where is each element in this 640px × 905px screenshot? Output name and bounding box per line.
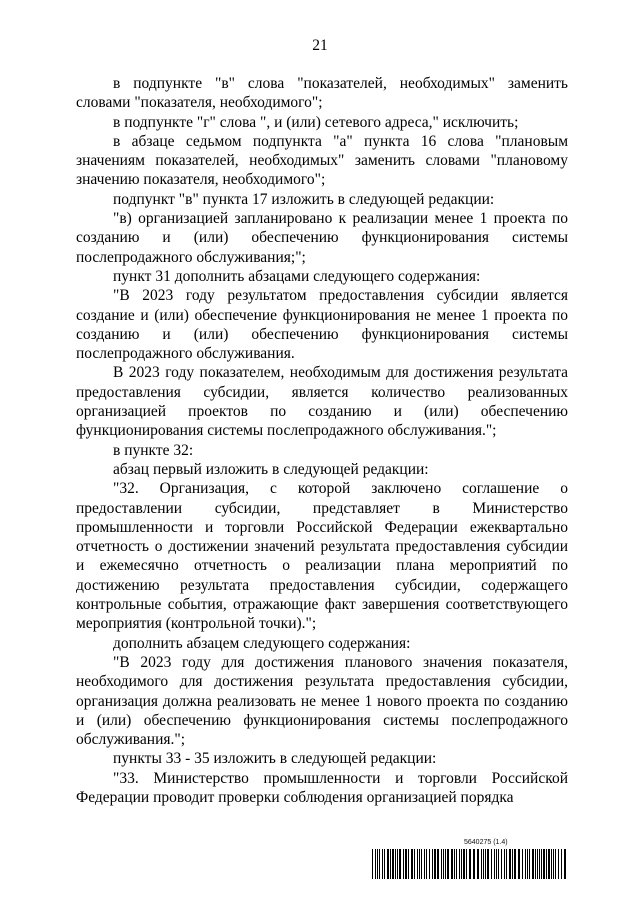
paragraph: в подпункте "г" слова ", и (или) сетевого адреса," исключить; [113, 113, 519, 131]
paragraph: "В 2023 году результатом предоставления субсидии является создание и (или) обеспечение функционирования не менее 1 проекта по созданию и (или) обеспечению функционирования системы послепродажного обслуживания. [76, 287, 568, 363]
paragraph: в пункте 32: [113, 441, 194, 459]
paragraph: пункты 33 - 35 изложить в следующей редакции: [113, 750, 437, 768]
paragraph: "32. Организация, с которой заключено соглашение о предоставлении субсидии, представляет в Министерство промышленности и торговли Российской Федерации ежеквартально отчетность о достижении значений результата предоставления субсидии и ежемесячно отчетность о реализации плана мероприятий по достижению результата предоставления субсидии, содержащего контрольные события, отражающие факт завершения соответствующего мероприятия (контрольной точки)."; [76, 480, 568, 633]
paragraph: пункт 31 дополнить абзацами следующего содержания: [113, 267, 481, 285]
paragraph: "в) организацией запланировано к реализации менее 1 проекта по созданию и (или) обеспечению функционирования системы послепродажного обслуживания;"; [76, 210, 568, 266]
document-code: 5640275 (1.4) [464, 839, 508, 846]
document-body [76, 74, 568, 807]
paragraph: в подпункте "в" слова "показателей, необходимых" заменить словами "показателя, необходимого"; [76, 75, 568, 112]
barcode [370, 849, 570, 879]
paragraph: абзац первый изложить в следующей редакции: [113, 460, 429, 478]
page-number: 21 [312, 37, 328, 54]
paragraph: "33. Министерство промышленности и торговли Российской Федерации проводит проверки соблюдения организацией порядка [76, 769, 568, 806]
paragraph: в абзаце седьмом подпункта "а" пункта 16 слова "плановым значениям показателей, необходимых" заменить словами "плановому значению показателя, необходимого"; [76, 132, 568, 189]
paragraph: В 2023 году показателем, необходимым для достижения результата предоставления субсидии, является количество реализованных организацией проектов по созданию и (или) обеспечению функционирования системы послепродажного обслуживания."; [76, 364, 568, 440]
paragraph: подпункт "в" пункта 17 изложить в следующей редакции: [113, 190, 495, 208]
paragraph: "В 2023 году для достижения планового значения показателя, необходимого для достижения результата предоставления субсидии, организация должна реализовать не менее 1 нового проекта по созданию и (или) обеспечению функционирования системы послепродажного обслуживания."; [76, 653, 568, 749]
paragraph: дополнить абзацем следующего содержания: [113, 634, 411, 652]
